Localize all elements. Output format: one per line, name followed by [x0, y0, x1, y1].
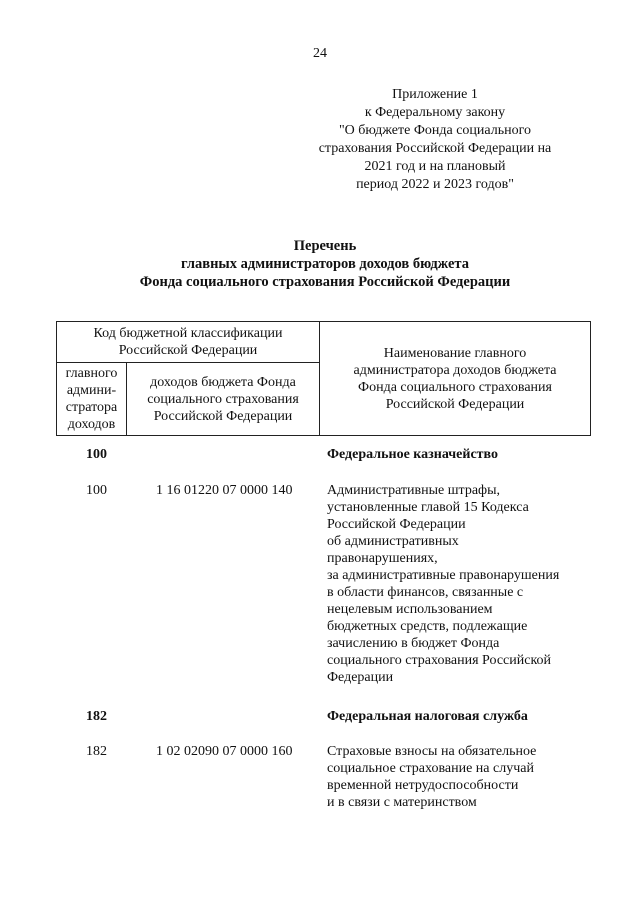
- document-title: [60, 237, 590, 291]
- administrator-name: Страховые взносы на обязательное социальное страхование на случай временной нетрудоспособности и в связи с материнством: [327, 744, 537, 810]
- administrator-name: Федеральная налоговая служба: [327, 709, 528, 724]
- appendix-line: Приложение 1: [392, 87, 478, 102]
- table-header: [56, 321, 591, 436]
- administrator-name: Административные штрафы, установленные главой 15 Кодекса Российской Федерации об административных правонарушениях, за административные правонарушения в области финансов, связанные с нецелевым использованием бюджетных средств, подлежащие зачислению в бюджет Фонда социального страхования Российской Федерации: [327, 483, 560, 685]
- header-code-group: Код бюджетной классификации Российской Федерации: [57, 322, 320, 363]
- header-revenue-code: доходов бюджета Фонда социального страхования Российской Федерации: [127, 363, 320, 436]
- page-number: 24: [313, 46, 327, 61]
- appendix-line: к Федеральному закону: [364, 105, 506, 120]
- appendix-line: период 2022 и 2023 годов": [356, 177, 514, 192]
- appendix-line: "О бюджете Фонда социального: [338, 123, 532, 138]
- admin-code: 100: [86, 483, 107, 498]
- title-line: главных администраторов доходов бюджета: [181, 256, 469, 272]
- administrator-name: Федеральное казначейство: [327, 447, 499, 462]
- admin-code: 182: [86, 709, 107, 724]
- admin-code: 182: [86, 744, 107, 759]
- revenue-code: 1 02 02090 07 0000 160: [156, 744, 293, 759]
- admin-code: 100: [86, 447, 107, 462]
- revenue-code: 1 16 01220 07 0000 140: [156, 483, 293, 498]
- header-main-administrator: главного админи- стратора доходов: [57, 363, 127, 436]
- appendix-reference: [300, 86, 570, 194]
- appendix-line: страхования Российской Федерации на: [318, 141, 552, 156]
- appendix-line: 2021 год и на плановый: [364, 159, 506, 174]
- title-line: Перечень: [293, 238, 357, 254]
- title-line: Фонда социального страхования Российской Федерации: [139, 274, 511, 290]
- header-administrator-name: Наименование главного администратора доходов бюджета Фонда социального страхования Российской Федерации: [320, 322, 591, 436]
